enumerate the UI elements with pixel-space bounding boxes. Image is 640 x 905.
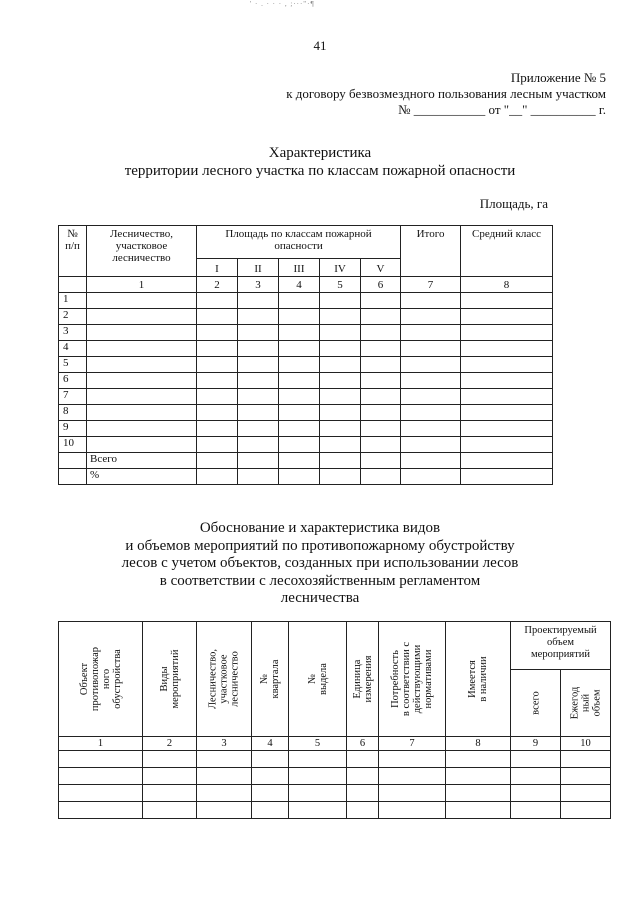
col-avg-header: Средний класс	[461, 226, 553, 277]
empty-cell	[401, 341, 461, 357]
section2-title-line: лесничества	[280, 590, 360, 606]
empty-cell	[197, 341, 238, 357]
empty-cell	[320, 421, 361, 437]
empty-cell	[461, 293, 553, 309]
row-number: 1	[59, 293, 87, 309]
empty-cell	[561, 751, 611, 768]
row-number: 9	[59, 421, 87, 437]
empty-cell	[87, 405, 197, 421]
table-row	[59, 437, 553, 453]
empty-cell	[401, 405, 461, 421]
empty-cell	[197, 437, 238, 453]
empty-cell	[461, 325, 553, 341]
measures-table	[58, 621, 611, 819]
empty-cell	[446, 768, 511, 785]
section2-title-line: Обоснование и характеристика видов	[199, 520, 441, 536]
empty-cell	[238, 293, 279, 309]
column-number: 5	[289, 737, 347, 751]
empty-cell	[511, 751, 561, 768]
empty-cell	[279, 341, 320, 357]
empty-cell	[347, 802, 379, 819]
empty-cell	[361, 421, 401, 437]
empty-cell	[361, 357, 401, 373]
empty-cell	[379, 751, 446, 768]
column-number-blank	[59, 277, 87, 293]
empty-cell	[238, 309, 279, 325]
section2-title-line: лесов с учетом объектов, созданных при использовании лесов	[121, 555, 519, 571]
empty-cell	[238, 405, 279, 421]
empty-cell	[320, 453, 361, 469]
sub-header	[561, 670, 611, 737]
table-row	[59, 357, 553, 373]
section1-title-line2: территории лесного участка по классам пожарной опасности	[124, 163, 516, 179]
empty-cell	[461, 309, 553, 325]
table-row	[59, 341, 553, 357]
empty-cell	[289, 802, 347, 819]
vertical-header-text: Виды мероприятий	[158, 649, 181, 709]
row-number: 5	[59, 357, 87, 373]
empty-cell	[197, 751, 252, 768]
table-row	[59, 309, 553, 325]
empty-cell	[320, 373, 361, 389]
section1-title-line1: Характеристика	[268, 145, 372, 161]
empty-cell	[379, 802, 446, 819]
vertical-header	[347, 622, 379, 737]
empty-cell	[197, 293, 238, 309]
empty-cell	[401, 357, 461, 373]
empty-cell	[279, 421, 320, 437]
empty-cell	[197, 309, 238, 325]
empty-cell	[561, 802, 611, 819]
appendix-contract: к договору безвозмездного пользования лесным участком	[286, 86, 606, 101]
empty-cell	[320, 293, 361, 309]
table-row	[59, 802, 611, 819]
empty-cell	[143, 802, 197, 819]
empty-cell	[379, 785, 446, 802]
empty-cell	[320, 405, 361, 421]
empty-cell	[197, 373, 238, 389]
vertical-header	[197, 622, 252, 737]
row-number: 2	[59, 309, 87, 325]
empty-cell	[279, 405, 320, 421]
vertical-header	[252, 622, 289, 737]
table-row	[59, 768, 611, 785]
empty-cell	[461, 469, 553, 485]
empty-cell	[87, 437, 197, 453]
empty-cell	[197, 802, 252, 819]
empty-cell	[238, 389, 279, 405]
empty-cell	[401, 373, 461, 389]
empty-cell	[238, 469, 279, 485]
empty-cell	[238, 373, 279, 389]
vertical-header	[289, 622, 347, 737]
empty-cell	[238, 325, 279, 341]
vertical-header-text: № выдела	[306, 663, 329, 695]
empty-cell	[361, 437, 401, 453]
row-number: 7	[59, 389, 87, 405]
vertical-header-text: Имеется в наличии	[467, 656, 489, 702]
section2-title	[0, 520, 640, 608]
column-number: 6	[361, 277, 401, 293]
vertical-header-text: № квартала	[259, 659, 281, 699]
empty-cell	[87, 357, 197, 373]
empty-cell	[143, 768, 197, 785]
empty-cell	[252, 802, 289, 819]
row-number: 4	[59, 341, 87, 357]
empty-cell	[59, 785, 143, 802]
empty-cell	[461, 421, 553, 437]
column-number: 3	[238, 277, 279, 293]
fire-class-header: II	[238, 259, 279, 277]
page-number: 41	[313, 38, 327, 53]
empty-cell	[279, 373, 320, 389]
empty-cell	[59, 768, 143, 785]
empty-cell	[238, 341, 279, 357]
row-number: 10	[59, 437, 87, 453]
empty-cell	[289, 751, 347, 768]
sub-header-text: всего	[530, 691, 541, 715]
column-number: 7	[379, 737, 446, 751]
empty-cell	[446, 802, 511, 819]
empty-cell	[461, 357, 553, 373]
empty-cell	[446, 751, 511, 768]
scan-marks: ' · . · · · , ;···"·¶	[250, 0, 315, 8]
vertical-header	[143, 622, 197, 737]
empty-cell	[511, 768, 561, 785]
vertical-header-text: Потребность в соответствии с действующими нормативами	[390, 641, 434, 717]
empty-cell	[59, 469, 87, 485]
empty-cell	[347, 768, 379, 785]
empty-cell	[361, 405, 401, 421]
empty-cell	[361, 389, 401, 405]
empty-cell	[361, 469, 401, 485]
appendix-title: Приложение № 5	[510, 70, 606, 85]
appendix-number-date: № ___________ от "__" __________ г.	[398, 102, 606, 117]
empty-cell	[361, 309, 401, 325]
vertical-header	[446, 622, 511, 737]
empty-cell	[87, 421, 197, 437]
table-row	[59, 373, 553, 389]
empty-cell	[238, 421, 279, 437]
empty-cell	[379, 768, 446, 785]
empty-cell	[461, 437, 553, 453]
fire-class-header: V	[361, 259, 401, 277]
col-no-header: № п/п	[59, 226, 87, 277]
row-number: 3	[59, 325, 87, 341]
column-number: 3	[197, 737, 252, 751]
empty-cell	[561, 785, 611, 802]
appendix-header	[286, 70, 606, 118]
col-total-header: Итого	[401, 226, 461, 277]
table-row	[59, 325, 553, 341]
empty-cell	[401, 293, 461, 309]
empty-cell	[279, 309, 320, 325]
table-row	[59, 405, 553, 421]
empty-cell	[561, 768, 611, 785]
empty-cell	[143, 785, 197, 802]
empty-cell	[59, 802, 143, 819]
empty-cell	[401, 421, 461, 437]
empty-cell	[320, 357, 361, 373]
empty-cell	[279, 389, 320, 405]
section2-title-line: в соответствии с лесохозяйственным регламентом	[159, 572, 481, 589]
empty-cell	[252, 768, 289, 785]
empty-cell	[238, 453, 279, 469]
empty-cell	[361, 325, 401, 341]
empty-cell	[59, 751, 143, 768]
column-number: 4	[252, 737, 289, 751]
empty-cell	[197, 405, 238, 421]
empty-cell	[511, 802, 561, 819]
fire-class-header: I	[197, 259, 238, 277]
column-number: 6	[347, 737, 379, 751]
empty-cell	[401, 469, 461, 485]
column-number: 7	[401, 277, 461, 293]
table-row	[59, 751, 611, 768]
footer-label: %	[87, 469, 197, 485]
empty-cell	[87, 341, 197, 357]
empty-cell	[320, 437, 361, 453]
empty-cell	[197, 421, 238, 437]
empty-cell	[87, 325, 197, 341]
empty-cell	[279, 437, 320, 453]
sub-header-text: Ежегод ный объем	[569, 686, 602, 720]
table-row	[59, 389, 553, 405]
vertical-header	[379, 622, 446, 737]
column-number: 4	[279, 277, 320, 293]
empty-cell	[238, 357, 279, 373]
projected-volume-header: Проектируемый объем мероприятий	[511, 622, 611, 670]
empty-cell	[401, 437, 461, 453]
empty-cell	[197, 325, 238, 341]
empty-cell	[252, 785, 289, 802]
column-number: 8	[446, 737, 511, 751]
empty-cell	[347, 785, 379, 802]
empty-cell	[87, 389, 197, 405]
empty-cell	[361, 453, 401, 469]
column-number: 1	[59, 737, 143, 751]
column-number: 9	[511, 737, 561, 751]
vertical-header-text: Единица измерения	[351, 655, 374, 703]
empty-cell	[446, 785, 511, 802]
empty-cell	[461, 341, 553, 357]
empty-cell	[461, 389, 553, 405]
table-row	[59, 469, 553, 485]
empty-cell	[401, 389, 461, 405]
row-number: 6	[59, 373, 87, 389]
empty-cell	[197, 389, 238, 405]
fire-class-table	[58, 225, 553, 485]
empty-cell	[252, 751, 289, 768]
empty-cell	[320, 469, 361, 485]
footer-label: Всего	[87, 453, 197, 469]
empty-cell	[461, 453, 553, 469]
empty-cell	[401, 453, 461, 469]
empty-cell	[289, 785, 347, 802]
column-number: 2	[143, 737, 197, 751]
empty-cell	[87, 309, 197, 325]
empty-cell	[279, 325, 320, 341]
vertical-header	[59, 622, 143, 737]
area-unit-label: Площадь, га	[479, 196, 548, 211]
empty-cell	[197, 768, 252, 785]
empty-cell	[361, 293, 401, 309]
col-area-group-header: Площадь по классам пожарной опасности	[197, 226, 401, 259]
empty-cell	[347, 751, 379, 768]
col-forestry-header: Лесничество, участковое лесничество	[87, 226, 197, 277]
vertical-header-text: Объект противопожар ного обустройства	[78, 646, 123, 712]
section2-title-line: и объемов мероприятий по противопожарному обустройству	[125, 537, 515, 554]
empty-cell	[401, 325, 461, 341]
column-number: 1	[87, 277, 197, 293]
empty-cell	[143, 751, 197, 768]
table-row	[59, 421, 553, 437]
empty-cell	[197, 453, 238, 469]
empty-cell	[238, 437, 279, 453]
empty-cell	[361, 341, 401, 357]
column-number: 10	[561, 737, 611, 751]
empty-cell	[87, 293, 197, 309]
empty-cell	[59, 453, 87, 469]
empty-cell	[197, 357, 238, 373]
row-number: 8	[59, 405, 87, 421]
empty-cell	[320, 325, 361, 341]
empty-cell	[279, 453, 320, 469]
fire-class-header: IV	[320, 259, 361, 277]
column-number: 2	[197, 277, 238, 293]
empty-cell	[197, 785, 252, 802]
empty-cell	[461, 405, 553, 421]
empty-cell	[320, 309, 361, 325]
empty-cell	[279, 293, 320, 309]
table-row	[59, 785, 611, 802]
empty-cell	[279, 357, 320, 373]
empty-cell	[361, 373, 401, 389]
column-number: 5	[320, 277, 361, 293]
empty-cell	[289, 768, 347, 785]
sub-header	[511, 670, 561, 737]
empty-cell	[320, 341, 361, 357]
empty-cell	[511, 785, 561, 802]
empty-cell	[197, 469, 238, 485]
empty-cell	[279, 469, 320, 485]
empty-cell	[87, 373, 197, 389]
empty-cell	[320, 389, 361, 405]
column-number: 8	[461, 277, 553, 293]
table-row	[59, 293, 553, 309]
vertical-header-text: Лесничество, участковое лесничество	[207, 648, 241, 710]
table-row	[59, 453, 553, 469]
empty-cell	[461, 373, 553, 389]
empty-cell	[401, 309, 461, 325]
section1-title	[0, 144, 640, 180]
fire-class-header: III	[279, 259, 320, 277]
